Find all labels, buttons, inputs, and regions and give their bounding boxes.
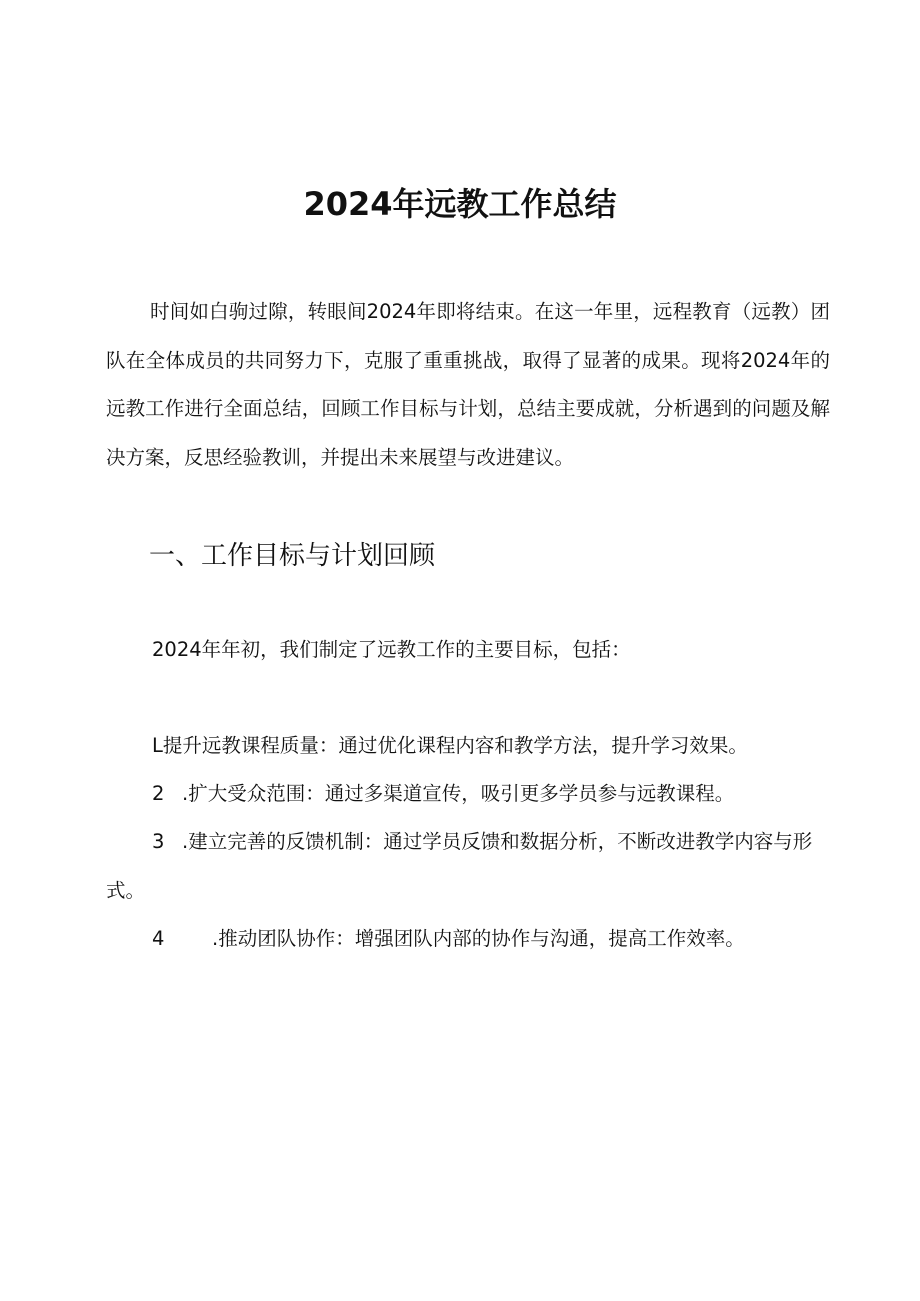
goal-text: .建立完善的反馈机制：通过学员反馈和数据分析，不断改进教学内容与形式。 bbox=[106, 830, 813, 902]
goal-text: .扩大受众范围：通过多渠道宣传，吸引更多学员参与远教课程。 bbox=[182, 782, 735, 805]
goal-text: .推动团队协作：增强团队内部的协作与沟通，提高工作效率。 bbox=[212, 927, 745, 950]
goal-item-4 bbox=[106, 915, 830, 964]
goal-text: L提升远教课程质量：通过优化课程内容和教学方法，提升学习效果。 bbox=[152, 734, 748, 757]
document-title: 2024年远教工作总结 bbox=[303, 185, 617, 223]
goal-number: 4 bbox=[152, 927, 165, 950]
goal-item-2 bbox=[106, 770, 830, 819]
goal-item-1 bbox=[106, 722, 830, 771]
goal-number: 2 bbox=[152, 782, 165, 805]
goal-number: 3 bbox=[152, 830, 165, 853]
intro-paragraph: 时间如白驹过隙，转眼间2024年即将结束。在这一年里，远程教育（远教）团队在全体成员的共同努力下，克服了重重挑战，取得了显著的成果。现将2024年的远教工作进行全面总结，回顾工作目标与计划，总结主要成就，分析遇到的问题及解决方案，反思经验教训，并提出未来展望与改进建议。 bbox=[106, 300, 830, 469]
section-heading: 一、工作目标与计划回顾 bbox=[149, 541, 436, 571]
goal-item-3 bbox=[106, 818, 830, 915]
goals-lead: 2024年年初，我们制定了远教工作的主要目标，包括： bbox=[152, 638, 631, 661]
